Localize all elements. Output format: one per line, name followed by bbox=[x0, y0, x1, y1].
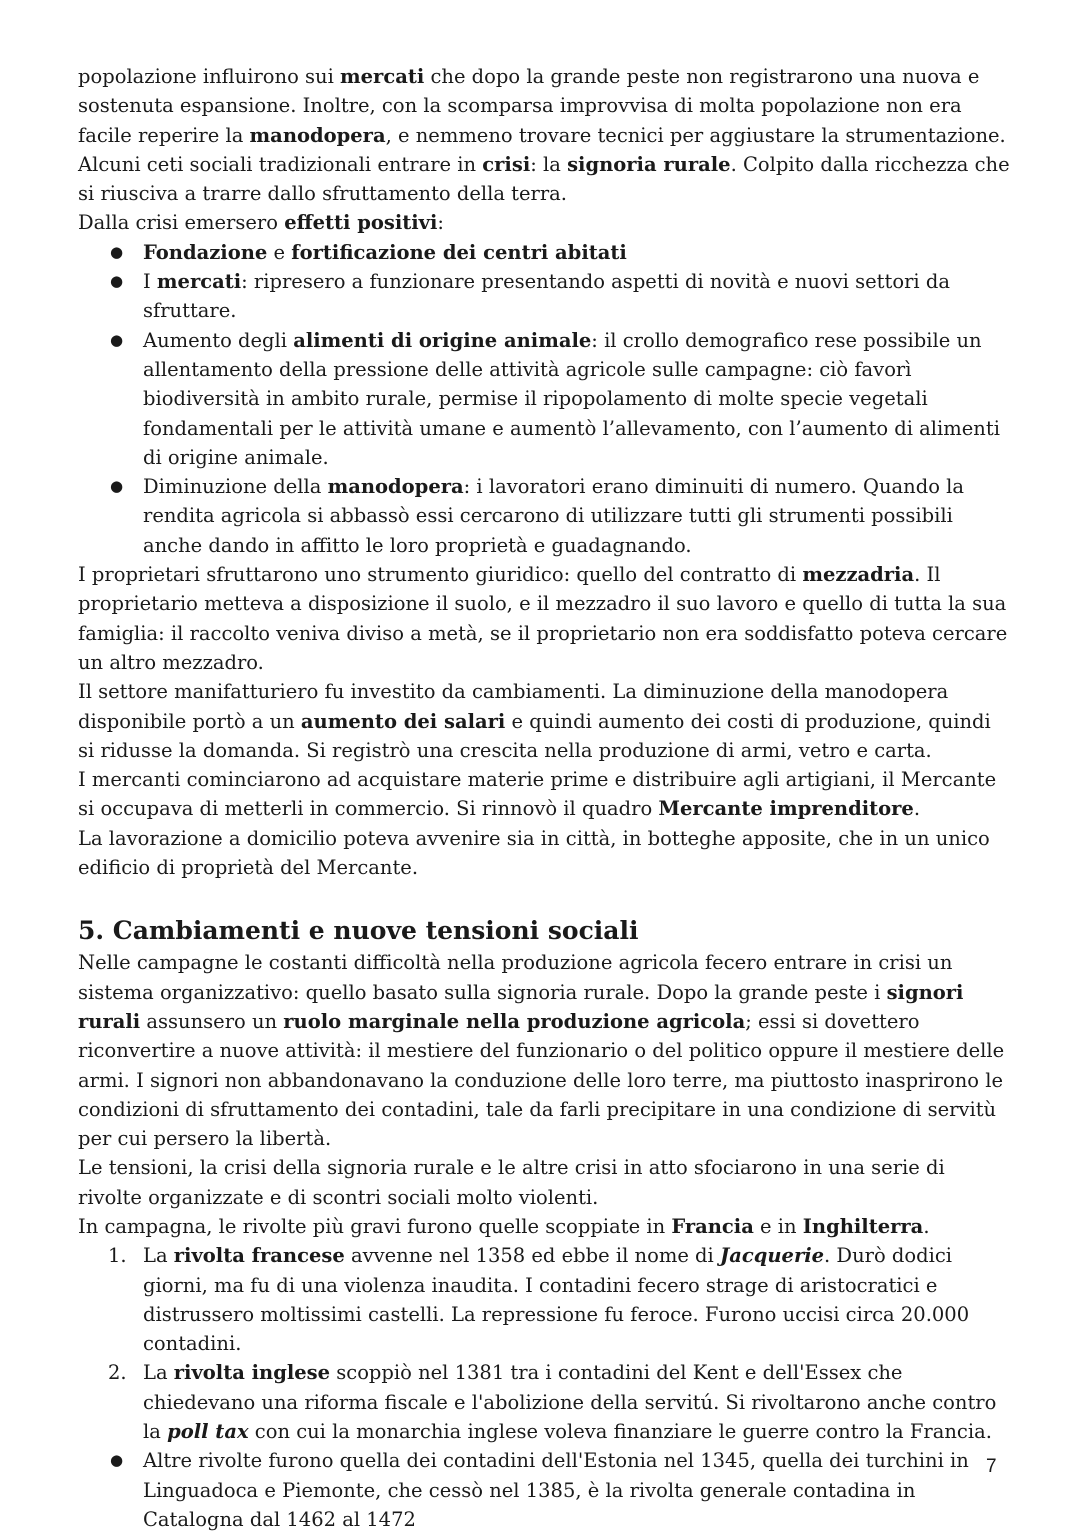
list-number: 2. bbox=[108, 1361, 127, 1385]
list-item: ● Fondazione e fortificazione dei centri abitati bbox=[78, 238, 1010, 267]
paragraph: popolazione influirono sui mercati che dopo la grande peste non registrarono una nuova e sostenuta espansione. Inoltre, con la scomparsa improvvisa di molta popolazione non era facile reperire la manodopera, e nemmeno trovare tecnici per aggiustare la strumentazione. bbox=[78, 65, 1006, 147]
numbered-list bbox=[78, 1241, 1010, 1446]
list-item: ● Altre rivolte furono quella dei contadini dell'Estonia nel 1345, quella dei turchini in Linguadoca e Piemonte, che cessò nel 1385, è la rivolta generale contadina in Catalogna dal 1462 al 1472 bbox=[78, 1446, 1010, 1534]
paragraph: Dalla crisi emersero effetti positivi: bbox=[78, 211, 444, 235]
paragraph: Nelle campagne le costanti difficoltà nella produzione agricola fecero entrare in crisi un sistema organizzativo: quello basato sulla signoria rurale. Dopo la grande peste i signori rurali assunsero un ruolo marginale nella produzione agricola; essi si dovettero riconvertire a nuove attività: il mestiere del funzionario o del politico oppure il mestiere delle armi. I signori non abbandonavano la conduzione delle loro terre, ma piuttosto inasprirono le condizioni di sfruttamento dei contadini, tale da farli precipitare in una condizione di servitù per cui persero la libertà. bbox=[78, 951, 1005, 1151]
paragraph: I mercanti cominciarono ad acquistare materie prime e distribuire agli artigiani, il Mercante si occupava di metterli in commercio. Si rinnovò il quadro Mercante imprenditore. bbox=[78, 768, 997, 821]
list-number: 1. bbox=[108, 1244, 127, 1268]
list-item: 1. La rivolta francese avvenne nel 1358 ed ebbe il nome di Jacquerie. Durò dodici giorni, ma fu di una violenza inaudita. I contadini fecero strage di aristocratici e distrussero moltissimi castelli. La repressione fu feroce. Furono uccisi circa 20.000 contadini. bbox=[78, 1241, 1010, 1358]
list-item: ● Diminuzione della manodopera: i lavoratori erano diminuiti di numero. Quando la rendita agricola si abbassò essi cercarono di utilizzare tutti gli strumenti possibili anche dando in affitto le loro proprietà e guadagnando. bbox=[78, 472, 1010, 560]
paragraph: Il settore manifatturiero fu investito da cambiamenti. La diminuzione della manodopera disponibile portò a un aumento dei salari e quindi aumento dei costi di produzione, quindi si ridusse la domanda. Si registrò una crescita nella produzione di armi, vetro e carta. bbox=[78, 680, 991, 762]
paragraph: Alcuni ceti sociali tradizionali entrare in crisi: la signoria rurale. Colpito dalla ricchezza che si riusciva a trarre dallo sfruttamento della terra. bbox=[78, 152, 1010, 206]
section-heading: 5. Cambiamenti e nuove tensioni sociali bbox=[78, 916, 639, 946]
list-item: ● Aumento degli alimenti di origine animale: il crollo demografico rese possibile un allentamento della pressione delle attività agricole sulle campagne: ciò favorì biodiversità in ambito rurale, permise il ripopolamento di molte specie vegetali fondamentali per le attività umane e aumentò l’allevamento, con l’aumento di alimenti di origine animale. bbox=[78, 326, 1010, 472]
list-item: 2. La rivolta inglese scoppiò nel 1381 tra i contadini del Kent e dell'Essex che chiedevano una riforma fiscale e l'abolizione della servitú. Si rivoltarono anche contro la poll tax con cui la monarchia inglese voleva finanziare le guerre contro la Francia. bbox=[78, 1358, 1010, 1446]
page-number: 7 bbox=[986, 1456, 997, 1477]
paragraph: La lavorazione a domicilio poteva avvenire sia in città, in botteghe apposite, che in un unico edificio di proprietà del Mercante. bbox=[78, 826, 990, 880]
paragraph: Le tensioni, la crisi della signoria rurale e le altre crisi in atto sfociarono in una serie di rivolte organizzate e di scontri sociali molto violenti. bbox=[78, 1156, 945, 1209]
bullet-list bbox=[78, 1446, 1010, 1534]
paragraph: In campagna, le rivolte più gravi furono quelle scoppiate in Francia e in Inghilterra. bbox=[78, 1214, 930, 1238]
paragraph: I proprietari sfruttarono uno strumento giuridico: quello del contratto di mezzadria. Il proprietario metteva a disposizione il suolo, e il mezzadro il suo lavoro e quello di tutta la sua famiglia: il raccolto veniva diviso a metà, se il proprietario non era soddisfatto poteva cercare un altro mezzadro. bbox=[78, 563, 1008, 674]
bullet-list bbox=[78, 238, 1010, 560]
list-item: ● I mercati: ripresero a funzionare presentando aspetti di novità e nuovi settori da sfruttare. bbox=[78, 267, 1010, 326]
